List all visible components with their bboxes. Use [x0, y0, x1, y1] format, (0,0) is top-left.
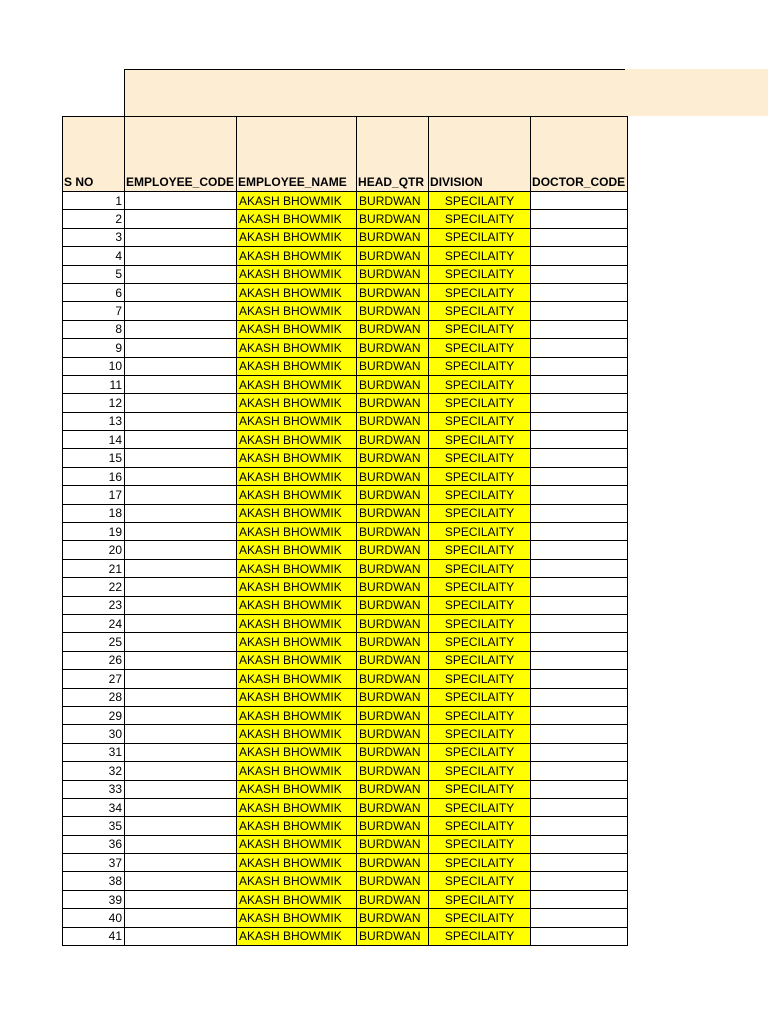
cell-employee-code[interactable]	[125, 651, 237, 669]
cell-doctor-code[interactable]	[531, 762, 628, 780]
cell-doctor-code[interactable]	[531, 541, 628, 559]
cell-employee-name[interactable]: AKASH BHOWMIK	[237, 247, 357, 265]
cell-employee-code[interactable]	[125, 762, 237, 780]
cell-doctor-code[interactable]	[531, 431, 628, 449]
cell-employee-code[interactable]	[125, 265, 237, 283]
cell-employee-name[interactable]: AKASH BHOWMIK	[237, 283, 357, 301]
cell-sno[interactable]: 21	[63, 559, 125, 577]
table-row	[63, 909, 628, 927]
table-row	[63, 559, 628, 577]
cell-employee-name[interactable]: AKASH BHOWMIK	[237, 872, 357, 890]
cell-employee-name[interactable]: AKASH BHOWMIK	[237, 614, 357, 632]
table-row	[63, 247, 628, 265]
cell-head-qtr[interactable]: BURDWAN	[357, 780, 429, 798]
header-row	[63, 117, 628, 192]
cell-division[interactable]: SPECILAITY	[429, 688, 531, 706]
cell-division[interactable]: SPECILAITY	[429, 872, 531, 890]
cell-sno[interactable]: 27	[63, 670, 125, 688]
cell-employee-name[interactable]: AKASH BHOWMIK	[237, 890, 357, 908]
cell-division[interactable]: SPECILAITY	[429, 927, 531, 945]
cell-employee-name[interactable]: AKASH BHOWMIK	[237, 596, 357, 614]
cell-employee-name[interactable]: AKASH BHOWMIK	[237, 670, 357, 688]
cell-sno[interactable]: 6	[63, 283, 125, 301]
cell-head-qtr[interactable]: BURDWAN	[357, 890, 429, 908]
cell-doctor-code[interactable]	[531, 743, 628, 761]
table-row	[63, 835, 628, 853]
cell-division[interactable]: SPECILAITY	[429, 523, 531, 541]
cell-head-qtr[interactable]: BURDWAN	[357, 467, 429, 485]
cell-division[interactable]: SPECILAITY	[429, 706, 531, 724]
cell-head-qtr[interactable]: BURDWAN	[357, 431, 429, 449]
cell-head-qtr[interactable]: BURDWAN	[357, 192, 429, 210]
cell-doctor-code[interactable]	[531, 412, 628, 430]
cell-sno[interactable]: 2	[63, 210, 125, 228]
cell-employee-code[interactable]	[125, 798, 237, 816]
cell-division[interactable]: SPECILAITY	[429, 449, 531, 467]
cell-employee-name[interactable]: AKASH BHOWMIK	[237, 467, 357, 485]
cell-employee-code[interactable]	[125, 394, 237, 412]
cell-head-qtr[interactable]: BURDWAN	[357, 798, 429, 816]
cell-employee-name[interactable]: AKASH BHOWMIK	[237, 780, 357, 798]
cell-doctor-code[interactable]	[531, 725, 628, 743]
cell-division[interactable]: SPECILAITY	[429, 394, 531, 412]
table-row	[63, 320, 628, 338]
header-division[interactable]: DIVISION	[429, 117, 531, 192]
cell-division[interactable]: SPECILAITY	[429, 780, 531, 798]
cell-doctor-code[interactable]	[531, 265, 628, 283]
table-row	[63, 872, 628, 890]
cell-division[interactable]: SPECILAITY	[429, 559, 531, 577]
cell-division[interactable]: SPECILAITY	[429, 578, 531, 596]
cell-division[interactable]: SPECILAITY	[429, 247, 531, 265]
cell-employee-code[interactable]	[125, 872, 237, 890]
cell-employee-name[interactable]: AKASH BHOWMIK	[237, 578, 357, 596]
cell-division[interactable]: SPECILAITY	[429, 265, 531, 283]
table-row	[63, 210, 628, 228]
cell-sno[interactable]: 3	[63, 228, 125, 246]
cell-sno[interactable]: 22	[63, 578, 125, 596]
cell-head-qtr[interactable]: BURDWAN	[357, 651, 429, 669]
cell-employee-code[interactable]	[125, 817, 237, 835]
cell-employee-code[interactable]	[125, 596, 237, 614]
cell-doctor-code[interactable]	[531, 357, 628, 375]
cell-employee-name[interactable]: AKASH BHOWMIK	[237, 192, 357, 210]
table-row	[63, 486, 628, 504]
cell-sno[interactable]: 25	[63, 633, 125, 651]
cell-doctor-code[interactable]	[531, 798, 628, 816]
cell-sno[interactable]: 15	[63, 449, 125, 467]
cell-division[interactable]: SPECILAITY	[429, 357, 531, 375]
cell-division[interactable]: SPECILAITY	[429, 817, 531, 835]
cell-employee-code[interactable]	[125, 909, 237, 927]
header-employee-code[interactable]: EMPLOYEE_CODE	[125, 117, 237, 192]
cell-sno[interactable]: 40	[63, 909, 125, 927]
cell-doctor-code[interactable]	[531, 633, 628, 651]
cell-doctor-code[interactable]	[531, 320, 628, 338]
cell-division[interactable]: SPECILAITY	[429, 909, 531, 927]
cell-doctor-code[interactable]	[531, 302, 628, 320]
cell-doctor-code[interactable]	[531, 872, 628, 890]
header-head-qtr[interactable]: HEAD_QTR	[357, 117, 429, 192]
cell-sno[interactable]: 18	[63, 504, 125, 522]
cell-division[interactable]: SPECILAITY	[429, 670, 531, 688]
table-row	[63, 854, 628, 872]
cell-head-qtr[interactable]: BURDWAN	[357, 449, 429, 467]
cell-division[interactable]: SPECILAITY	[429, 283, 531, 301]
cell-doctor-code[interactable]	[531, 339, 628, 357]
table-row	[63, 431, 628, 449]
cell-division[interactable]: SPECILAITY	[429, 431, 531, 449]
cell-employee-code[interactable]	[125, 467, 237, 485]
cell-head-qtr[interactable]: BURDWAN	[357, 817, 429, 835]
cell-division[interactable]: SPECILAITY	[429, 890, 531, 908]
cell-employee-code[interactable]	[125, 559, 237, 577]
cell-head-qtr[interactable]: BURDWAN	[357, 247, 429, 265]
cell-employee-name[interactable]: AKASH BHOWMIK	[237, 504, 357, 522]
cell-head-qtr[interactable]: BURDWAN	[357, 835, 429, 853]
cell-sno[interactable]: 31	[63, 743, 125, 761]
table-row	[63, 798, 628, 816]
cell-employee-code[interactable]	[125, 633, 237, 651]
table-row	[63, 706, 628, 724]
cell-employee-code[interactable]	[125, 339, 237, 357]
cell-sno[interactable]: 26	[63, 651, 125, 669]
table-row	[63, 927, 628, 945]
cell-division[interactable]: SPECILAITY	[429, 854, 531, 872]
title-banner-cell	[124, 69, 625, 116]
cell-employee-name[interactable]: AKASH BHOWMIK	[237, 651, 357, 669]
table-body	[63, 192, 628, 946]
table-row	[63, 357, 628, 375]
cell-employee-name[interactable]: AKASH BHOWMIK	[237, 412, 357, 430]
cell-sno[interactable]: 10	[63, 357, 125, 375]
cell-employee-name[interactable]: AKASH BHOWMIK	[237, 523, 357, 541]
cell-head-qtr[interactable]: BURDWAN	[357, 504, 429, 522]
cell-employee-code[interactable]	[125, 578, 237, 596]
cell-sno[interactable]: 34	[63, 798, 125, 816]
cell-division[interactable]: SPECILAITY	[429, 375, 531, 393]
cell-division[interactable]: SPECILAITY	[429, 412, 531, 430]
cell-employee-name[interactable]: AKASH BHOWMIK	[237, 320, 357, 338]
cell-division[interactable]: SPECILAITY	[429, 192, 531, 210]
cell-employee-code[interactable]	[125, 743, 237, 761]
cell-sno[interactable]: 39	[63, 890, 125, 908]
table-row	[63, 541, 628, 559]
cell-employee-code[interactable]	[125, 192, 237, 210]
header-doctor-code[interactable]: DOCTOR_CODE	[531, 117, 628, 192]
cell-sno[interactable]: 37	[63, 854, 125, 872]
cell-division[interactable]: SPECILAITY	[429, 228, 531, 246]
table-row	[63, 725, 628, 743]
table-row	[63, 670, 628, 688]
cell-employee-code[interactable]	[125, 486, 237, 504]
cell-doctor-code[interactable]	[531, 780, 628, 798]
cell-employee-name[interactable]: AKASH BHOWMIK	[237, 541, 357, 559]
table-row	[63, 375, 628, 393]
cell-sno[interactable]: 4	[63, 247, 125, 265]
table-row	[63, 743, 628, 761]
cell-employee-name[interactable]: AKASH BHOWMIK	[237, 817, 357, 835]
cell-head-qtr[interactable]: BURDWAN	[357, 320, 429, 338]
cell-sno[interactable]: 23	[63, 596, 125, 614]
cell-sno[interactable]: 13	[63, 412, 125, 430]
cell-employee-name[interactable]: AKASH BHOWMIK	[237, 909, 357, 927]
cell-head-qtr[interactable]: BURDWAN	[357, 283, 429, 301]
cell-head-qtr[interactable]: BURDWAN	[357, 228, 429, 246]
table-row	[63, 228, 628, 246]
cell-employee-name[interactable]: AKASH BHOWMIK	[237, 927, 357, 945]
cell-doctor-code[interactable]	[531, 394, 628, 412]
cell-head-qtr[interactable]: BURDWAN	[357, 633, 429, 651]
cell-head-qtr[interactable]: BURDWAN	[357, 559, 429, 577]
cell-sno[interactable]: 9	[63, 339, 125, 357]
cell-head-qtr[interactable]: BURDWAN	[357, 762, 429, 780]
cell-doctor-code[interactable]	[531, 375, 628, 393]
cell-employee-name[interactable]: AKASH BHOWMIK	[237, 228, 357, 246]
table-header	[63, 117, 628, 192]
cell-sno[interactable]: 28	[63, 688, 125, 706]
cell-head-qtr[interactable]: BURDWAN	[357, 854, 429, 872]
table-row	[63, 762, 628, 780]
cell-sno[interactable]: 16	[63, 467, 125, 485]
table-row	[63, 817, 628, 835]
cell-head-qtr[interactable]: BURDWAN	[357, 541, 429, 559]
cell-doctor-code[interactable]	[531, 228, 628, 246]
cell-sno[interactable]: 12	[63, 394, 125, 412]
cell-employee-name[interactable]: AKASH BHOWMIK	[237, 688, 357, 706]
cell-employee-code[interactable]	[125, 247, 237, 265]
cell-employee-code[interactable]	[125, 449, 237, 467]
cell-sno[interactable]: 32	[63, 762, 125, 780]
cell-doctor-code[interactable]	[531, 817, 628, 835]
cell-employee-code[interactable]	[125, 412, 237, 430]
cell-employee-name[interactable]: AKASH BHOWMIK	[237, 725, 357, 743]
cell-employee-code[interactable]	[125, 320, 237, 338]
table-row	[63, 412, 628, 430]
cell-employee-code[interactable]	[125, 283, 237, 301]
cell-sno[interactable]: 1	[63, 192, 125, 210]
cell-doctor-code[interactable]	[531, 688, 628, 706]
cell-sno[interactable]: 11	[63, 375, 125, 393]
cell-sno[interactable]: 41	[63, 927, 125, 945]
cell-employee-code[interactable]	[125, 927, 237, 945]
cell-employee-code[interactable]	[125, 375, 237, 393]
cell-doctor-code[interactable]	[531, 670, 628, 688]
cell-head-qtr[interactable]: BURDWAN	[357, 670, 429, 688]
cell-head-qtr[interactable]: BURDWAN	[357, 265, 429, 283]
cell-employee-name[interactable]: AKASH BHOWMIK	[237, 854, 357, 872]
cell-division[interactable]: SPECILAITY	[429, 614, 531, 632]
cell-employee-name[interactable]: AKASH BHOWMIK	[237, 762, 357, 780]
cell-head-qtr[interactable]: BURDWAN	[357, 743, 429, 761]
cell-division[interactable]: SPECILAITY	[429, 467, 531, 485]
cell-division[interactable]: SPECILAITY	[429, 486, 531, 504]
cell-doctor-code[interactable]	[531, 854, 628, 872]
cell-employee-code[interactable]	[125, 670, 237, 688]
cell-sno[interactable]: 20	[63, 541, 125, 559]
table-row	[63, 523, 628, 541]
cell-head-qtr[interactable]: BURDWAN	[357, 927, 429, 945]
cell-division[interactable]: SPECILAITY	[429, 633, 531, 651]
cell-division[interactable]: SPECILAITY	[429, 504, 531, 522]
cell-employee-code[interactable]	[125, 228, 237, 246]
cell-division[interactable]: SPECILAITY	[429, 835, 531, 853]
cell-division[interactable]: SPECILAITY	[429, 596, 531, 614]
cell-employee-code[interactable]	[125, 780, 237, 798]
cell-employee-code[interactable]	[125, 614, 237, 632]
cell-head-qtr[interactable]: BURDWAN	[357, 357, 429, 375]
cell-doctor-code[interactable]	[531, 596, 628, 614]
cell-head-qtr[interactable]: BURDWAN	[357, 412, 429, 430]
cell-doctor-code[interactable]	[531, 578, 628, 596]
cell-employee-name[interactable]: AKASH BHOWMIK	[237, 357, 357, 375]
cell-sno[interactable]: 30	[63, 725, 125, 743]
cell-employee-name[interactable]: AKASH BHOWMIK	[237, 431, 357, 449]
cell-head-qtr[interactable]: BURDWAN	[357, 872, 429, 890]
cell-doctor-code[interactable]	[531, 192, 628, 210]
cell-employee-name[interactable]: AKASH BHOWMIK	[237, 835, 357, 853]
cell-sno[interactable]: 17	[63, 486, 125, 504]
cell-sno[interactable]: 24	[63, 614, 125, 632]
cell-division[interactable]: SPECILAITY	[429, 339, 531, 357]
table-row	[63, 339, 628, 357]
cell-head-qtr[interactable]: BURDWAN	[357, 578, 429, 596]
cell-head-qtr[interactable]: BURDWAN	[357, 596, 429, 614]
table-row	[63, 394, 628, 412]
header-employee-name[interactable]: EMPLOYEE_NAME	[237, 117, 357, 192]
table-row	[63, 283, 628, 301]
cell-employee-code[interactable]	[125, 835, 237, 853]
cell-sno[interactable]: 7	[63, 302, 125, 320]
cell-employee-code[interactable]	[125, 890, 237, 908]
cell-division[interactable]: SPECILAITY	[429, 798, 531, 816]
cell-division[interactable]: SPECILAITY	[429, 651, 531, 669]
cell-employee-code[interactable]	[125, 688, 237, 706]
cell-sno[interactable]: 14	[63, 431, 125, 449]
cell-division[interactable]: SPECILAITY	[429, 320, 531, 338]
cell-employee-name[interactable]: AKASH BHOWMIK	[237, 633, 357, 651]
cell-division[interactable]: SPECILAITY	[429, 762, 531, 780]
cell-employee-name[interactable]: AKASH BHOWMIK	[237, 449, 357, 467]
cell-sno[interactable]: 36	[63, 835, 125, 853]
cell-employee-code[interactable]	[125, 725, 237, 743]
cell-doctor-code[interactable]	[531, 835, 628, 853]
cell-employee-code[interactable]	[125, 210, 237, 228]
table-row	[63, 614, 628, 632]
cell-sno[interactable]: 33	[63, 780, 125, 798]
cell-division[interactable]: SPECILAITY	[429, 743, 531, 761]
cell-head-qtr[interactable]: BURDWAN	[357, 706, 429, 724]
cell-sno[interactable]: 29	[63, 706, 125, 724]
cell-employee-name[interactable]: AKASH BHOWMIK	[237, 339, 357, 357]
cell-doctor-code[interactable]	[531, 523, 628, 541]
table-row	[63, 265, 628, 283]
table-row	[63, 578, 628, 596]
cell-division[interactable]: SPECILAITY	[429, 541, 531, 559]
cell-employee-code[interactable]	[125, 854, 237, 872]
cell-head-qtr[interactable]: BURDWAN	[357, 302, 429, 320]
cell-doctor-code[interactable]	[531, 927, 628, 945]
cell-employee-code[interactable]	[125, 541, 237, 559]
cell-doctor-code[interactable]	[531, 449, 628, 467]
employee-table	[62, 116, 628, 946]
table-row	[63, 890, 628, 908]
cell-head-qtr[interactable]: BURDWAN	[357, 614, 429, 632]
cell-division[interactable]: SPECILAITY	[429, 210, 531, 228]
cell-head-qtr[interactable]: BURDWAN	[357, 523, 429, 541]
table-row	[63, 651, 628, 669]
cell-employee-code[interactable]	[125, 504, 237, 522]
cell-employee-name[interactable]: AKASH BHOWMIK	[237, 265, 357, 283]
cell-employee-name[interactable]: AKASH BHOWMIK	[237, 394, 357, 412]
table-row	[63, 780, 628, 798]
cell-employee-name[interactable]: AKASH BHOWMIK	[237, 743, 357, 761]
cell-division[interactable]: SPECILAITY	[429, 302, 531, 320]
cell-head-qtr[interactable]: BURDWAN	[357, 375, 429, 393]
cell-employee-code[interactable]	[125, 706, 237, 724]
cell-doctor-code[interactable]	[531, 283, 628, 301]
cell-doctor-code[interactable]	[531, 706, 628, 724]
cell-sno[interactable]: 19	[63, 523, 125, 541]
cell-employee-name[interactable]: AKASH BHOWMIK	[237, 486, 357, 504]
cell-doctor-code[interactable]	[531, 504, 628, 522]
cell-employee-name[interactable]: AKASH BHOWMIK	[237, 559, 357, 577]
cell-doctor-code[interactable]	[531, 890, 628, 908]
cell-employee-code[interactable]	[125, 431, 237, 449]
table-row	[63, 302, 628, 320]
cell-sno[interactable]: 38	[63, 872, 125, 890]
cell-employee-code[interactable]	[125, 357, 237, 375]
cell-head-qtr[interactable]: BURDWAN	[357, 725, 429, 743]
cell-employee-name[interactable]: AKASH BHOWMIK	[237, 706, 357, 724]
table-row	[63, 688, 628, 706]
cell-doctor-code[interactable]	[531, 247, 628, 265]
cell-doctor-code[interactable]	[531, 210, 628, 228]
cell-doctor-code[interactable]	[531, 559, 628, 577]
cell-sno[interactable]: 35	[63, 817, 125, 835]
table-row	[63, 449, 628, 467]
cell-employee-name[interactable]: AKASH BHOWMIK	[237, 375, 357, 393]
cell-head-qtr[interactable]: BURDWAN	[357, 486, 429, 504]
cell-employee-name[interactable]: AKASH BHOWMIK	[237, 798, 357, 816]
table-row	[63, 192, 628, 210]
cell-head-qtr[interactable]: BURDWAN	[357, 210, 429, 228]
table-row	[63, 467, 628, 485]
table-row	[63, 596, 628, 614]
cell-sno[interactable]: 8	[63, 320, 125, 338]
cell-division[interactable]: SPECILAITY	[429, 725, 531, 743]
cell-employee-name[interactable]: AKASH BHOWMIK	[237, 210, 357, 228]
cell-doctor-code[interactable]	[531, 486, 628, 504]
cell-head-qtr[interactable]: BURDWAN	[357, 909, 429, 927]
cell-sno[interactable]: 5	[63, 265, 125, 283]
table-row	[63, 504, 628, 522]
table-row	[63, 633, 628, 651]
cell-head-qtr[interactable]: BURDWAN	[357, 688, 429, 706]
cell-head-qtr[interactable]: BURDWAN	[357, 339, 429, 357]
header-sno[interactable]: S NO	[63, 117, 125, 192]
cell-employee-code[interactable]	[125, 523, 237, 541]
cell-head-qtr[interactable]: BURDWAN	[357, 394, 429, 412]
cell-employee-name[interactable]: AKASH BHOWMIK	[237, 302, 357, 320]
cell-doctor-code[interactable]	[531, 909, 628, 927]
cell-doctor-code[interactable]	[531, 467, 628, 485]
cell-employee-code[interactable]	[125, 302, 237, 320]
cell-doctor-code[interactable]	[531, 651, 628, 669]
cell-doctor-code[interactable]	[531, 614, 628, 632]
